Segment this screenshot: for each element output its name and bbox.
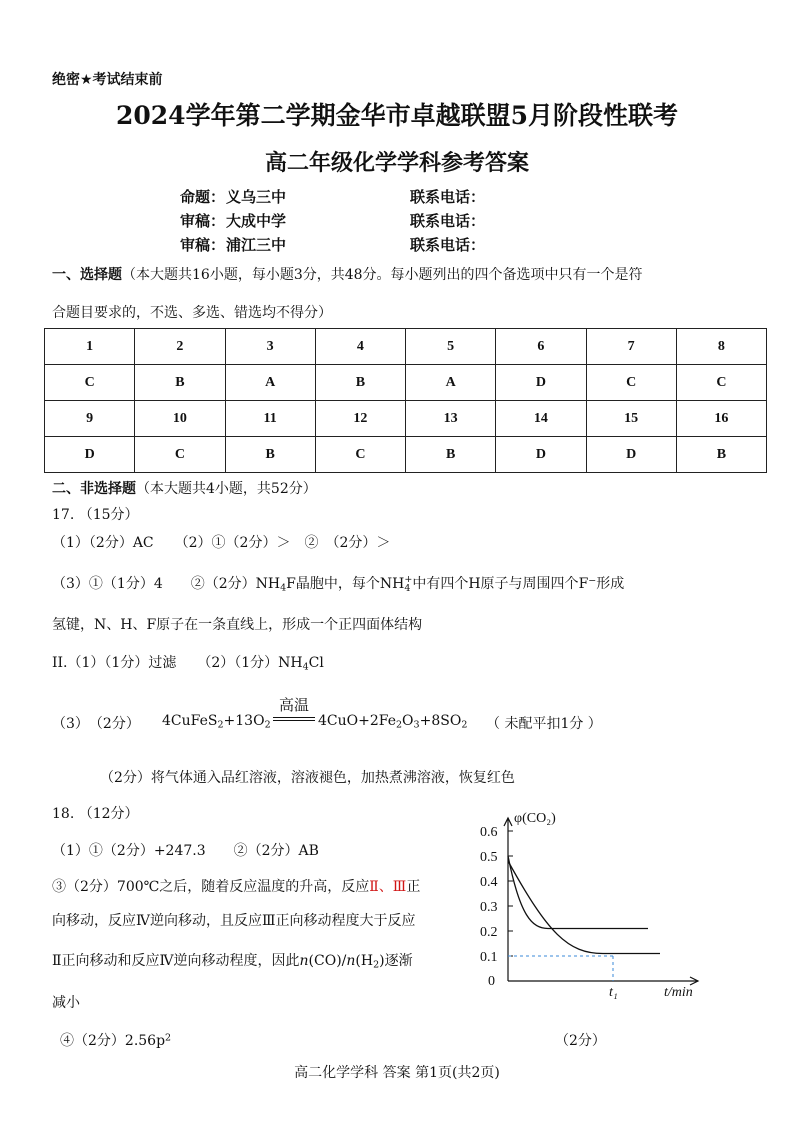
credit-contact-1: 联系电话： xyxy=(410,188,486,206)
answer-cell: B xyxy=(135,365,225,401)
question-number: 7 xyxy=(586,329,676,365)
table-row xyxy=(45,437,767,473)
answer-cell: B xyxy=(315,365,405,401)
section2-desc: （本大题共4小题，共52分） xyxy=(136,481,317,497)
answer-cell: C xyxy=(135,437,225,473)
question-number: 16 xyxy=(676,401,766,437)
q18-line-2: ③（2分）700℃之后，随着反应温度的升高，反应Ⅱ、Ⅲ正 xyxy=(52,879,421,895)
q17-line-2: （3）①（1分）4 ②（2分）$NH_4F$晶胞中，每个NH + 4 中有四个H原子与周围四个F−形成 xyxy=(52,573,625,594)
question-number: 5 xyxy=(406,329,496,365)
y-axis-label: φ(CO₂) xyxy=(514,811,556,826)
y-tick-label: 0.5 xyxy=(480,850,498,865)
answer-cell: C xyxy=(676,365,766,401)
q17-eq-reactants: $4CuFeS_2+13O_2$ xyxy=(162,713,271,731)
y-tick-label: 0.1 xyxy=(480,950,498,965)
q17-eq-bar xyxy=(273,717,315,718)
y-tick-label: 0.4 xyxy=(480,875,498,890)
section1-desc2: 合题目要求的，不选、多选、错选均不得分） xyxy=(52,305,332,321)
answer-cell: D xyxy=(586,437,676,473)
y-tick-label: 0.3 xyxy=(480,900,498,915)
phi-co2-graph xyxy=(472,800,712,1000)
table-row xyxy=(45,365,767,401)
credit-name-3: 浦江三中 xyxy=(226,236,287,254)
answer-subtitle: 高二年级化学学科参考答案 xyxy=(264,150,529,176)
graph-ticks xyxy=(480,825,613,989)
answer-cell: D xyxy=(45,437,135,473)
q18-line-5: 减小 xyxy=(52,995,80,1011)
question-number: 10 xyxy=(135,401,225,437)
q17-line-1: （1）（2分）AC （2）①（2分）＞ ② （2分）＞ xyxy=(52,535,391,551)
answer-table xyxy=(44,328,767,473)
credit-name-2: 大成中学 xyxy=(226,212,287,230)
curve-lower xyxy=(508,861,660,954)
q17-eq-prefix: （3） （2分） xyxy=(52,716,140,732)
answer-cell: B xyxy=(406,437,496,473)
question-number: 9 xyxy=(45,401,135,437)
graph-curves xyxy=(508,856,660,954)
answer-cell: D xyxy=(496,365,586,401)
question-number: 11 xyxy=(225,401,315,437)
credit-role-1: 命题： xyxy=(180,188,226,206)
credit-name-1: 义乌三中 xyxy=(226,188,287,206)
t1-tick-label: t₁ xyxy=(609,985,618,1000)
section1-desc: （本大题共16小题，每小题3分，共48分。每小题列出的四个备选项中只有一个是符 xyxy=(122,267,643,283)
q17-title: 17. （15分） xyxy=(52,507,139,523)
question-number: 13 xyxy=(406,401,496,437)
question-number: 14 xyxy=(496,401,586,437)
credit-contact-3: 联系电话： xyxy=(410,236,486,254)
q17-eq-bar xyxy=(273,720,315,721)
curve-upper xyxy=(508,856,648,929)
table-row xyxy=(45,329,767,365)
question-number: 1 xyxy=(45,329,135,365)
section2-heading: 二、非选择题 xyxy=(52,481,136,497)
section1-header xyxy=(52,264,643,284)
credit-contact-2: 联系电话： xyxy=(410,212,486,230)
answer-cell: D xyxy=(496,437,586,473)
section2-header xyxy=(52,478,317,498)
q17-eq-note: （ 未配平扣1分 ） xyxy=(486,716,602,732)
q18-line-1: （1）①（2分）+247.3 ②（2分）AB xyxy=(52,843,319,859)
y-tick-label: 0.2 xyxy=(480,925,498,940)
answer-cell: C xyxy=(45,365,135,401)
credit-role-2: 审稿： xyxy=(180,212,226,230)
answer-cell: B xyxy=(676,437,766,473)
table-row xyxy=(45,401,767,437)
answer-cell: A xyxy=(225,365,315,401)
q17-line-3: 氢键，N、H、F原子在一条直线上，形成一个正四面体结构 xyxy=(52,617,423,633)
question-number: 4 xyxy=(315,329,405,365)
question-number: 12 xyxy=(315,401,405,437)
answer-cell: C xyxy=(315,437,405,473)
answer-cell: A xyxy=(406,365,496,401)
answer-cell: B xyxy=(225,437,315,473)
q18-title: 18. （12分） xyxy=(52,806,139,822)
question-number: 8 xyxy=(676,329,766,365)
q17-line-6: （2分）将气体通入品红溶液，溶液褪色，加热煮沸溶液，恢复红色 xyxy=(100,770,515,786)
q17-line-4: II.（1）（1分）过滤 （2）（1分）$NH_4Cl$ xyxy=(52,655,324,673)
question-number: 3 xyxy=(225,329,315,365)
page-footer: 高二化学学科 答案 第1页(共2页) xyxy=(294,1065,500,1081)
y-tick-label: 0 xyxy=(488,974,495,989)
x-axis-label: t/min xyxy=(664,985,693,1000)
confidential-label: 绝密★考试结束前 xyxy=(52,72,163,88)
credit-role-3: 审稿： xyxy=(180,236,226,254)
question-number: 2 xyxy=(135,329,225,365)
q18-line-3: 向移动，反应Ⅳ逆向移动，且反应Ⅲ正向移动程度大于反应 xyxy=(52,913,416,929)
q17-eq-products: $4CuO+2Fe_2O_3+8SO_2$ xyxy=(318,713,468,731)
q17-eq-condition: 高温 xyxy=(278,696,309,714)
y-tick-label: 0.6 xyxy=(480,825,498,840)
answer-cell: C xyxy=(586,365,676,401)
q18-graph-points: （2分） xyxy=(555,1033,606,1049)
question-number: 15 xyxy=(586,401,676,437)
q18-line-6: ④（2分）$2.56p^2$ xyxy=(60,1032,172,1049)
graph-axes xyxy=(504,818,698,985)
question-number: 6 xyxy=(496,329,586,365)
q18-line-4: Ⅱ正向移动和反应Ⅳ逆向移动程度，因此$n(CO)/n(H_2)$逐渐 xyxy=(52,953,413,971)
section1-heading: 一、选择题 xyxy=(52,267,122,283)
exam-title: 2024学年第二学期金华市卓越联盟5月阶段性联考 xyxy=(116,101,678,130)
